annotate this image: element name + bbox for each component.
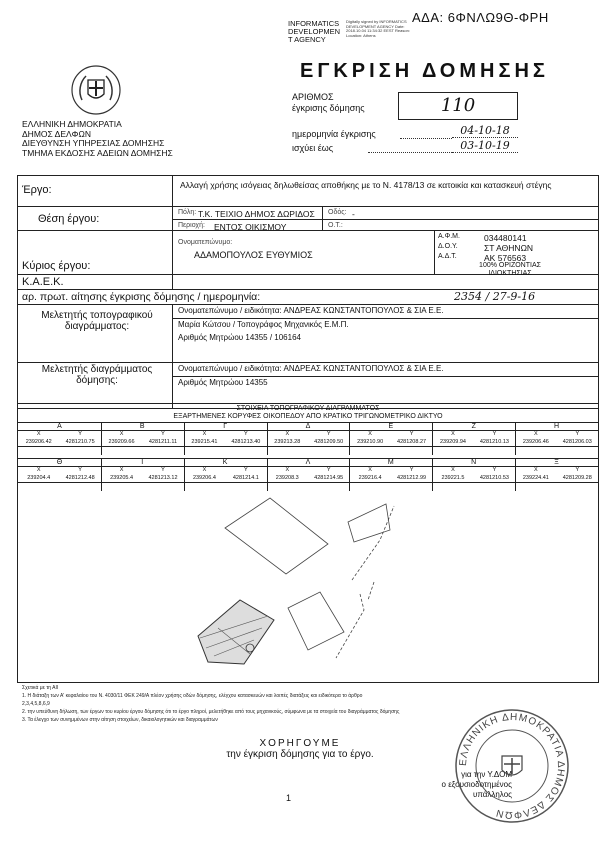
build-engineer-line2: Αριθμός Μητρώου 14355: [178, 378, 268, 387]
protocol-label: αρ. πρωτ. αίτησης έγκρισης δόμησης / ημερομηνία:: [22, 291, 261, 303]
vertex-letter: Ξ: [554, 459, 559, 466]
municipal-stamp: [452, 706, 572, 826]
owner-name-label: Ονοματεπώνυμο:: [178, 239, 233, 246]
afm-label: Α.Φ.Μ.: [438, 233, 460, 240]
greek-coat-of-arms-seal: [68, 62, 124, 118]
ada-code: ΑΔΑ: 6ΦΝΛΩ9Θ-ΦΡΗ: [412, 10, 549, 25]
valid-until-value: 03-10-19: [452, 139, 518, 153]
coord-axis-label: X: [36, 467, 41, 473]
coord-value: 239208.3: [275, 475, 299, 481]
location-label: Θέση έργου:: [38, 213, 100, 225]
coord-value: 4281209.28: [562, 475, 592, 481]
coord-axis-label: X: [202, 467, 207, 473]
stamp-text: ΕΛΛΗΝΙΚΗ ΔΗΜΟΚΡΑΤΙΑ ΔΗΜΟΣ ΔΕΛΦΩΝ: [457, 711, 567, 821]
build-engineer-label: Μελετητής διαγράμματος δόμησης:: [41, 364, 153, 386]
coord-value: 4281209.50: [314, 439, 344, 445]
topo-engineer-line3: Αριθμός Μητρώου 14355 / 106164: [178, 333, 301, 342]
doy-value: ΣΤ ΑΘΗΝΩΝ: [484, 243, 534, 253]
coord-value: 4281211.11: [148, 439, 178, 445]
coord-value: 4281212.99: [397, 475, 427, 481]
build-engineer-line1: Ονοματεπώνυμο / ειδικότητα: ΑΝΔΡΕΑΣ ΚΩΝΣΤΑΝΤΟΠΟΥΛΟΣ & ΣΙΑ Ε.Ε.: [178, 364, 444, 373]
protocol-value: 2354 / 27-9-16: [454, 290, 536, 303]
topo-engineer-label: Μελετητής τοπογραφικού διαγράμματος:: [41, 310, 153, 332]
coord-axis-label: X: [202, 431, 207, 437]
plot-sketch: [18, 482, 598, 682]
coord-value: 4281214.1: [232, 475, 259, 481]
adt-value: ΑΚ 576563: [484, 253, 527, 263]
coord-axis-label: X: [451, 431, 455, 437]
coord-axis-label: Y: [326, 431, 331, 437]
coord-axis-label: Y: [161, 467, 165, 473]
coord-value: 4281213.40: [231, 439, 261, 445]
topo-engineer-line1: Ονοματεπώνυμο / ειδικότητα: ΑΝΔΡΕΑΣ ΚΩΝΣΤΑΝΤΟΠΟΥΛΟΣ & ΣΙΑ Ε.Ε.: [178, 306, 444, 315]
coord-value: 4281208.27: [397, 439, 427, 445]
topo-title-2: ΕΞΑΡΤΗΜΕΝΕΣ ΚΟΡΥΦΕΣ ΟΙΚΟΠΕΔΟΥ ΑΠΟ ΚΡΑΤΙΚΟ ΤΡΙΓΩΝΟΜΕΤΡΙΚΟ ΔΙΚΤΥΟ: [173, 413, 443, 420]
coord-value: 4281212.48: [65, 475, 95, 481]
topo-engineer-line2: Μαρία Κώτσου / Τοπογράφος Μηχανικός Ε.Μ.Π.: [178, 320, 349, 329]
coord-axis-label: Y: [409, 431, 414, 437]
digital-signature-note: Digitally signed by INFORMATICS DEVELOPMENT AGENCY Date: 2018.10.04 11:34:32 EEST Reason: Location: Athens: [346, 19, 410, 38]
city-value: Τ.Κ. ΤΕΙΧΙΟ ΔΗΜΟΣ ΔΩΡΙΔΟΣ: [198, 209, 315, 219]
afm-value: 034480141: [484, 233, 527, 243]
authority-block: ΕΛΛΗΝΙΚΗ ΔΗΜΟΚΡΑΤΙΑ ΔΗΜΟΣ ΔΕΛΦΩΝ ΔΙΕΥΘΥΝΣΗ ΥΠΗΡΕΣΙΑΣ ΔΟΜΗΣΗΣ ΤΜΗΜΑ ΕΚΔΟΣΗΣ ΑΔΕΙΩΝ ΔΟΜΗΣΗΣ: [22, 119, 173, 158]
coord-axis-label: Y: [326, 467, 331, 473]
coord-axis-label: X: [451, 467, 455, 473]
legal-notes: Σχετικά με τη ΑΙΙ 1. Η διάταξη των Α' κεφαλαίου του Ν. 4030/11 ΦΕΚ 249/Α πλέον χρήσης οδών δόμησης, ελέγχου κατασκευών και λοιπές διατάξεις και ειδικότερα το άρθρο 2,3,4,5,8,6,9 2. την υπεύθυνη δήλωση, των έργων του κυρίου έργου δόμησης ότι το έργο πληροί, μελετήθηκε από τους μηχανικούς, σύμφωνα με τα στοιχεία του διαγράμματος δόμησης 3. Τα έλεγχο των συνημμένων στην αίτηση στοιχείων, δικαιολογητικών και διαγραμμάτων: [22, 685, 400, 723]
coord-value: 4281210.75: [65, 439, 95, 445]
approval-date-value: 04-10-18: [452, 124, 518, 138]
coord-value: 4281214.95: [314, 475, 344, 481]
vertex-letter: Δ: [305, 423, 311, 430]
coord-value: 239209.66: [108, 439, 135, 445]
vertex-letter: Ι: [141, 459, 144, 466]
approval-number: 110: [398, 92, 518, 120]
coord-axis-label: X: [36, 431, 41, 437]
ownership-value: 100% ΟΡΙΖΟΝΤΙΑΣ ΙΔΙΟΚΤΗΣΙΑΣ: [479, 262, 541, 277]
coord-value: 239204.4: [27, 475, 51, 481]
coord-axis-label: X: [285, 431, 290, 437]
valid-dotted-line: [368, 152, 452, 153]
topo-title-1: ΣΤΟΙΧΕΙΑ ΤΟΠΟΓΡΑΦΙΚΟΥ ΔΙΑΓΡΑΜΜΑΤΟΣ: [236, 405, 380, 412]
coord-value: 239221.5: [441, 475, 465, 481]
coord-axis-label: Y: [161, 431, 165, 437]
coord-value: 239210.90: [357, 439, 384, 445]
coord-axis-label: Y: [409, 467, 414, 473]
owner-label: Κύριος έργου:: [22, 260, 91, 272]
coord-axis-label: X: [119, 467, 124, 473]
vertex-letter: Θ: [56, 459, 63, 466]
coord-axis-label: Y: [492, 467, 497, 473]
adt-label: Α.Δ.Τ.: [438, 253, 457, 260]
coord-value: 239215.41: [191, 439, 218, 445]
coord-value: 239206.4: [192, 475, 216, 481]
street-value: -: [352, 209, 355, 219]
doy-label: Δ.Ο.Υ.: [438, 243, 458, 250]
owner-name-value: ΑΔΑΜΟΠΟΥΛΟΣ ΕΥΘΥΜΙΟΣ: [194, 250, 313, 260]
area-value: ΕΝΤΟΣ ΟΙΚΙΣΜΟΥ: [214, 222, 287, 232]
coord-value: 239209.94: [439, 439, 466, 445]
coord-value: 4281213.12: [148, 475, 178, 481]
topographic-section: [17, 403, 599, 683]
vertex-letter: Ε: [388, 423, 394, 430]
coord-value: 4281206.03: [562, 439, 592, 445]
coord-value: 239216.4: [358, 475, 382, 481]
valid-until-label: ισχύει έως: [292, 143, 334, 153]
coord-value: 239205.4: [110, 475, 134, 481]
coord-value: 239206.42: [25, 439, 52, 445]
signature-block: για την Υ.ΔΟΜ ο εξουσιοδοτημένος υπάλληλος: [441, 770, 512, 799]
coord-axis-label: X: [285, 467, 290, 473]
coord-axis-label: Y: [492, 431, 497, 437]
vertex-letter: Α: [57, 423, 62, 430]
vertex-letter: Γ: [223, 423, 228, 430]
coord-axis-label: Y: [575, 467, 580, 473]
coord-value: 239224.41: [522, 475, 549, 481]
approval-date-label: ημερομηνία έγκρισης: [292, 129, 376, 139]
coord-value: 4281210.13: [479, 439, 509, 445]
approval-statement: ΧΟΡΗΓΟΥΜΕ την έγκριση δόμησης για το έργο.: [226, 738, 374, 760]
coord-axis-label: X: [368, 431, 372, 437]
coord-axis-label: Y: [78, 431, 82, 437]
vertex-letter: Ζ: [471, 423, 476, 430]
coord-axis-label: X: [534, 431, 538, 437]
vertex-letter: Μ: [387, 459, 394, 466]
vertex-letter: Λ: [305, 459, 311, 466]
number-sublabel: έγκρισης δόμησης: [292, 103, 365, 113]
street-label: Οδός:: [328, 209, 347, 216]
date-dotted-line: [400, 138, 452, 139]
number-label: ΑΡΙΘΜΟΣ: [292, 92, 334, 102]
project-value: Αλλαγή χρήσης ισόγειας δηλωθείσας αποθήκης με το Ν. 4178/13 σε κατοικία και κατασκευή στέγης: [180, 180, 552, 190]
area-label: Περιοχή:: [178, 222, 205, 229]
coord-axis-label: X: [534, 467, 538, 473]
coord-value: 4281210.53: [479, 475, 509, 481]
document-title: ΕΓΚΡΙΣΗ ΔΟΜΗΣΗΣ: [300, 60, 549, 82]
coord-axis-label: Y: [78, 467, 82, 473]
vertex-letter: Β: [139, 423, 145, 430]
project-label: Έργο:: [22, 184, 52, 196]
project-info-table: [17, 175, 599, 409]
informatics-label: INFORMATICS DEVELOPMEN T AGENCY: [288, 19, 341, 44]
coord-axis-label: Y: [575, 431, 580, 437]
city-label: Πόλη:: [178, 209, 197, 216]
coord-axis-label: X: [119, 431, 124, 437]
vertex-letter: Κ: [222, 459, 228, 466]
page-number: 1: [286, 793, 292, 803]
coord-axis-label: Y: [244, 467, 248, 473]
vertex-letter: Ν: [471, 459, 477, 466]
coord-axis-label: X: [368, 467, 372, 473]
ot-label: Ο.Τ.:: [328, 222, 343, 229]
coord-value: 239206.46: [522, 439, 549, 445]
vertex-letter: Η: [554, 423, 560, 430]
kaek-label: Κ.Α.Ε.Κ.: [22, 276, 64, 288]
coord-axis-label: Y: [244, 431, 248, 437]
coord-value: 239213.28: [274, 439, 301, 445]
